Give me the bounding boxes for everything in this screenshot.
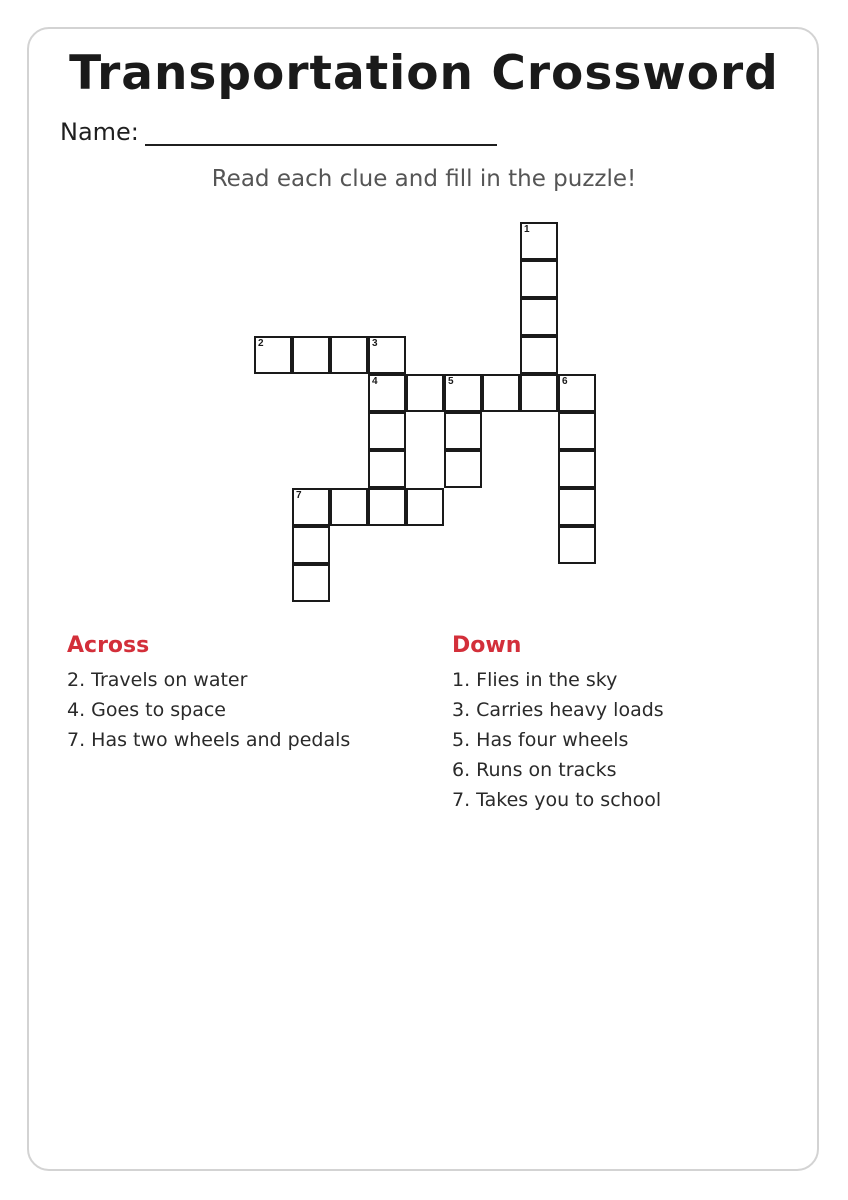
crossword-cell[interactable]: [482, 374, 520, 412]
crossword-cell[interactable]: [558, 526, 596, 564]
down-heading: Down: [452, 633, 522, 658]
crossword-cell[interactable]: [292, 488, 330, 526]
crossword-cell[interactable]: [406, 488, 444, 526]
clue-number: 2: [258, 338, 264, 349]
crossword-cell[interactable]: [292, 564, 330, 602]
crossword-cell[interactable]: [558, 374, 596, 412]
across-clue-list: [67, 665, 350, 755]
instructions: Read each clue and fill in the puzzle!: [211, 166, 637, 192]
across-heading: Across: [67, 633, 150, 658]
clue-item: 4. Goes to space: [67, 699, 226, 721]
crossword-cell[interactable]: [368, 336, 406, 374]
clue-number: 5: [448, 376, 454, 387]
crossword-cell[interactable]: [444, 374, 482, 412]
clue-number: 3: [372, 338, 378, 349]
name-input-line[interactable]: [145, 118, 497, 146]
crossword-cell[interactable]: [558, 412, 596, 450]
worksheet-frame: [27, 27, 819, 1171]
crossword-cell[interactable]: [444, 450, 482, 488]
crossword-cell[interactable]: [520, 260, 558, 298]
crossword-cell[interactable]: [330, 488, 368, 526]
crossword-cell[interactable]: [368, 412, 406, 450]
clue-item: 7. Has two wheels and pedals: [67, 729, 351, 751]
crossword-cell[interactable]: [368, 488, 406, 526]
crossword-cell[interactable]: [520, 336, 558, 374]
crossword-cell[interactable]: [292, 526, 330, 564]
clue-item: 5. Has four wheels: [452, 729, 629, 751]
clue-number: 4: [372, 376, 378, 387]
crossword-cell[interactable]: [558, 450, 596, 488]
crossword-cell[interactable]: [558, 488, 596, 526]
crossword-cell[interactable]: [368, 374, 406, 412]
clue-item: 3. Carries heavy loads: [452, 699, 664, 721]
page-title: Transportation Crossword: [69, 46, 779, 101]
crossword-cell[interactable]: [520, 298, 558, 336]
clue-number: 7: [296, 490, 302, 501]
clue-item: 1. Flies in the sky: [452, 669, 618, 691]
down-clue-list: [452, 665, 664, 815]
crossword-cell[interactable]: [292, 336, 330, 374]
name-label: Name:: [60, 118, 139, 146]
crossword-cell[interactable]: [330, 336, 368, 374]
crossword-cell[interactable]: [368, 450, 406, 488]
name-row: [60, 118, 497, 146]
crossword-cell[interactable]: [520, 222, 558, 260]
clue-item: 2. Travels on water: [67, 669, 248, 691]
crossword-cell[interactable]: [254, 336, 292, 374]
crossword-cell[interactable]: [406, 374, 444, 412]
clue-item: 7. Takes you to school: [452, 789, 662, 811]
clue-number: 6: [562, 376, 568, 387]
crossword-cell[interactable]: [520, 374, 558, 412]
crossword-cell[interactable]: [444, 412, 482, 450]
clue-item: 6. Runs on tracks: [452, 759, 617, 781]
clue-number: 1: [524, 224, 530, 235]
